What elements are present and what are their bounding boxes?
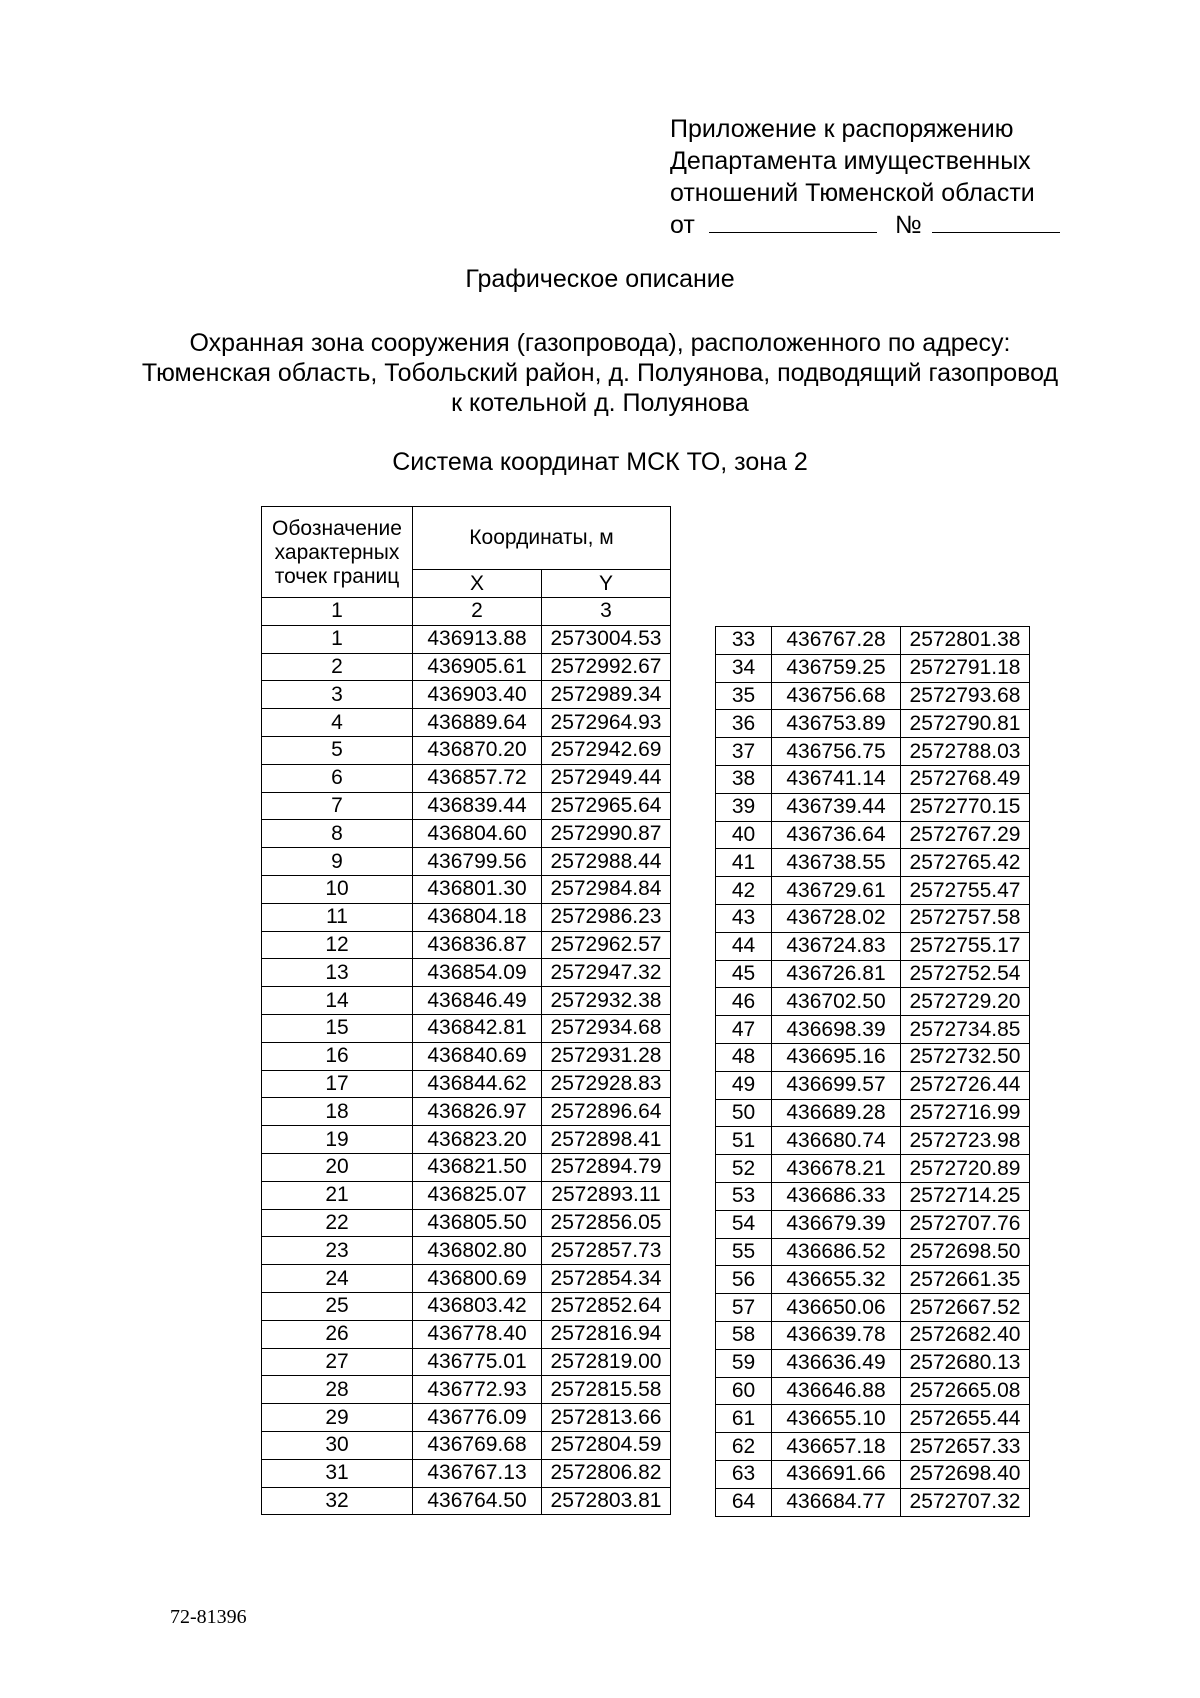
point-number: 11 [262, 903, 413, 931]
table-row [716, 1349, 1030, 1377]
y-coordinate: 2572964.93 [542, 709, 671, 737]
y-coordinate: 2572984.84 [542, 875, 671, 903]
point-number: 35 [716, 682, 772, 710]
table-row [262, 1292, 671, 1320]
point-number: 8 [262, 820, 413, 848]
table-row [262, 820, 671, 848]
x-coordinate: 436756.68 [772, 682, 901, 710]
table-row [716, 738, 1030, 766]
point-number: 38 [716, 765, 772, 793]
table-row [716, 1099, 1030, 1127]
table-row [716, 1238, 1030, 1266]
x-coordinate: 436636.49 [772, 1349, 901, 1377]
point-number: 18 [262, 1098, 413, 1126]
x-coordinate: 436805.50 [413, 1209, 542, 1237]
point-number: 22 [262, 1209, 413, 1237]
y-coordinate: 2572788.03 [901, 738, 1030, 766]
table-row [716, 682, 1030, 710]
y-coordinate: 2572657.33 [901, 1433, 1030, 1461]
y-coordinate: 2572770.15 [901, 793, 1030, 821]
x-coordinate: 436680.74 [772, 1127, 901, 1155]
point-number: 5 [262, 736, 413, 764]
table-row [262, 1348, 671, 1376]
x-coordinate: 436772.93 [413, 1376, 542, 1404]
table-row [716, 1016, 1030, 1044]
table-row [262, 987, 671, 1015]
point-number: 12 [262, 931, 413, 959]
x-coordinate: 436655.32 [772, 1266, 901, 1294]
table-row [262, 959, 671, 987]
table-row [716, 793, 1030, 821]
y-coordinate: 2572947.32 [542, 959, 671, 987]
x-coordinate: 436803.42 [413, 1292, 542, 1320]
right-table-body [716, 627, 1030, 1517]
point-number: 37 [716, 738, 772, 766]
point-number: 7 [262, 792, 413, 820]
table-row [262, 1237, 671, 1265]
y-coordinate: 2572852.64 [542, 1292, 671, 1320]
y-coordinate: 2572815.58 [542, 1376, 671, 1404]
point-number: 42 [716, 877, 772, 905]
table-row [262, 848, 671, 876]
coordinates-header: Координаты, м [413, 507, 671, 570]
table-row [262, 1181, 671, 1209]
table-row [716, 1266, 1030, 1294]
point-number: 56 [716, 1266, 772, 1294]
y-coordinate: 2572682.40 [901, 1321, 1030, 1349]
x-coordinate: 436846.49 [413, 987, 542, 1015]
y-coordinate: 2573004.53 [542, 625, 671, 653]
point-number: 48 [716, 1043, 772, 1071]
y-coordinate: 2572655.44 [901, 1405, 1030, 1433]
point-number: 44 [716, 932, 772, 960]
zone-line-1: Охранная зона сооружения (газопровода), расположенного по адресу: [189, 329, 1011, 357]
point-number: 33 [716, 627, 772, 655]
y-coordinate: 2572734.85 [901, 1016, 1030, 1044]
point-number: 26 [262, 1320, 413, 1348]
x-coordinate: 436839.44 [413, 792, 542, 820]
x-coordinate: 436753.89 [772, 710, 901, 738]
date-blank [709, 210, 877, 233]
zone-line-2: Тюменская область, Тобольский район, д. Полуянова, подводящий газопровод [141, 359, 1059, 387]
y-coordinate: 2572665.08 [901, 1377, 1030, 1405]
point-number: 53 [716, 1182, 772, 1210]
y-coordinate: 2572962.57 [542, 931, 671, 959]
x-coordinate: 436889.64 [413, 709, 542, 737]
point-number: 6 [262, 764, 413, 792]
x-coordinate: 436655.10 [772, 1405, 901, 1433]
y-coordinate: 2572856.05 [542, 1209, 671, 1237]
point-number: 29 [262, 1404, 413, 1432]
x-coordinate: 436741.14 [772, 765, 901, 793]
from-label: от [670, 211, 695, 239]
y-coordinate: 2572928.83 [542, 1070, 671, 1098]
x-coordinate: 436759.25 [772, 654, 901, 682]
y-coordinate: 2572698.50 [901, 1238, 1030, 1266]
point-number: 3 [262, 681, 413, 709]
y-coordinate: 2572990.87 [542, 820, 671, 848]
x-coordinate: 436769.68 [413, 1431, 542, 1459]
y-coordinate: 2572667.52 [901, 1294, 1030, 1322]
x-coordinate: 436699.57 [772, 1071, 901, 1099]
appendix-line-3: отношений Тюменской области [670, 179, 1035, 207]
y-coordinate: 2572804.59 [542, 1431, 671, 1459]
table-row [262, 1042, 671, 1070]
point-number: 4 [262, 709, 413, 737]
y-coordinate: 2572726.44 [901, 1071, 1030, 1099]
appendix-line-2: Департамента имущественных [670, 147, 1031, 175]
x-coordinate: 436767.13 [413, 1459, 542, 1487]
y-coordinate: 2572698.40 [901, 1460, 1030, 1488]
table-row [262, 709, 671, 737]
left-table-body [262, 625, 671, 1515]
y-coordinate: 2572898.41 [542, 1126, 671, 1154]
x-coordinate: 436825.07 [413, 1181, 542, 1209]
y-coordinate: 2572894.79 [542, 1153, 671, 1181]
point-number: 45 [716, 960, 772, 988]
table-row [716, 960, 1030, 988]
x-coordinate: 436767.28 [772, 627, 901, 655]
coordinate-system: Система координат МСК ТО, зона 2 [392, 448, 808, 476]
x-coordinate: 436736.64 [772, 821, 901, 849]
table-row [262, 1098, 671, 1126]
y-coordinate: 2572986.23 [542, 903, 671, 931]
y-coordinate: 2572949.44 [542, 764, 671, 792]
x-coordinate: 436686.33 [772, 1182, 901, 1210]
point-number: 49 [716, 1071, 772, 1099]
table-row [262, 1126, 671, 1154]
table-row [716, 821, 1030, 849]
appendix-block [670, 113, 1060, 241]
x-coordinate: 436684.77 [772, 1488, 901, 1516]
footer-code: 72-81396 [170, 1606, 247, 1628]
x-coordinate: 436854.09 [413, 959, 542, 987]
x-coordinate: 436804.60 [413, 820, 542, 848]
y-coordinate: 2572768.49 [901, 765, 1030, 793]
point-number: 24 [262, 1265, 413, 1293]
y-coordinate: 2572765.42 [901, 849, 1030, 877]
y-coordinate: 2572819.00 [542, 1348, 671, 1376]
x-coordinate: 436756.75 [772, 738, 901, 766]
point-number: 17 [262, 1070, 413, 1098]
x-coordinate: 436802.80 [413, 1237, 542, 1265]
x-coordinate: 436842.81 [413, 1014, 542, 1042]
y-coordinate: 2572757.58 [901, 904, 1030, 932]
table-row [262, 903, 671, 931]
table-row [716, 849, 1030, 877]
y-coordinate: 2572720.89 [901, 1155, 1030, 1183]
point-number: 60 [716, 1377, 772, 1405]
point-number: 58 [716, 1321, 772, 1349]
y-coordinate: 2572729.20 [901, 988, 1030, 1016]
point-number: 9 [262, 848, 413, 876]
x-coordinate: 436821.50 [413, 1153, 542, 1181]
table-row [262, 1265, 671, 1293]
y-coordinate: 2572752.54 [901, 960, 1030, 988]
number-label: № [894, 211, 922, 239]
x-coordinate: 436729.61 [772, 877, 901, 905]
table-row [716, 765, 1030, 793]
column-number-3: 3 [542, 598, 671, 626]
y-coordinate: 2572934.68 [542, 1014, 671, 1042]
y-coordinate: 2572732.50 [901, 1043, 1030, 1071]
y-coordinate: 2572707.76 [901, 1210, 1030, 1238]
x-coordinate: 436826.97 [413, 1098, 542, 1126]
x-coordinate: 436870.20 [413, 736, 542, 764]
table-row [262, 764, 671, 792]
x-coordinate: 436650.06 [772, 1294, 901, 1322]
y-coordinate: 2572813.66 [542, 1404, 671, 1432]
table-row [262, 736, 671, 764]
table-row [262, 1014, 671, 1042]
table-row [716, 1321, 1030, 1349]
x-coordinate: 436799.56 [413, 848, 542, 876]
point-number: 40 [716, 821, 772, 849]
table-row [716, 654, 1030, 682]
x-coordinate: 436686.52 [772, 1238, 901, 1266]
table-row [262, 1487, 671, 1515]
document-title: Графическое описание [465, 265, 735, 293]
point-number: 51 [716, 1127, 772, 1155]
point-number: 63 [716, 1460, 772, 1488]
table-row [262, 1209, 671, 1237]
point-number: 54 [716, 1210, 772, 1238]
y-coordinate: 2572714.25 [901, 1182, 1030, 1210]
table-row [262, 681, 671, 709]
y-coordinate: 2572791.18 [901, 654, 1030, 682]
x-coordinate: 436775.01 [413, 1348, 542, 1376]
point-number: 55 [716, 1238, 772, 1266]
x-coordinate: 436724.83 [772, 932, 901, 960]
column-number-1: 1 [262, 598, 413, 626]
x-coordinate: 436801.30 [413, 875, 542, 903]
point-number: 21 [262, 1181, 413, 1209]
table-row [716, 1155, 1030, 1183]
column-number-2: 2 [413, 598, 542, 626]
points-header [262, 507, 413, 598]
x-coordinate: 436739.44 [772, 793, 901, 821]
points-header-line-1: Обозначение [272, 517, 402, 540]
y-coordinate: 2572816.94 [542, 1320, 671, 1348]
y-coordinate: 2572767.29 [901, 821, 1030, 849]
y-coordinate: 2572793.68 [901, 682, 1030, 710]
table-row [262, 931, 671, 959]
y-coordinate: 2572661.35 [901, 1266, 1030, 1294]
y-coordinate: 2572790.81 [901, 710, 1030, 738]
y-coordinate: 2572896.64 [542, 1098, 671, 1126]
y-coordinate: 2572932.38 [542, 987, 671, 1015]
x-coordinate: 436840.69 [413, 1042, 542, 1070]
table-row [262, 792, 671, 820]
appendix-line-1: Приложение к распоряжению [670, 115, 1014, 143]
x-coordinate: 436800.69 [413, 1265, 542, 1293]
table-row [262, 1070, 671, 1098]
x-coordinate: 436764.50 [413, 1487, 542, 1515]
y-coordinate: 2572680.13 [901, 1349, 1030, 1377]
y-coordinate: 2572755.17 [901, 932, 1030, 960]
point-number: 16 [262, 1042, 413, 1070]
x-coordinate: 436903.40 [413, 681, 542, 709]
x-coordinate: 436738.55 [772, 849, 901, 877]
y-coordinate: 2572801.38 [901, 627, 1030, 655]
y-coordinate: 2572806.82 [542, 1459, 671, 1487]
point-number: 52 [716, 1155, 772, 1183]
point-number: 32 [262, 1487, 413, 1515]
table-row [716, 1294, 1030, 1322]
y-coordinate: 2572893.11 [542, 1181, 671, 1209]
table-row [716, 1182, 1030, 1210]
y-coordinate: 2572857.73 [542, 1237, 671, 1265]
x-coordinate: 436836.87 [413, 931, 542, 959]
coordinates-table-left [261, 506, 671, 1515]
table-row [716, 1210, 1030, 1238]
x-coordinate: 436689.28 [772, 1099, 901, 1127]
point-number: 41 [716, 849, 772, 877]
table-row [716, 1405, 1030, 1433]
point-number: 57 [716, 1294, 772, 1322]
table-row [262, 1404, 671, 1432]
point-number: 28 [262, 1376, 413, 1404]
x-coordinate: 436657.18 [772, 1433, 901, 1461]
table-row [262, 1459, 671, 1487]
coordinates-table-right [715, 626, 1030, 1517]
x-coordinate: 436695.16 [772, 1043, 901, 1071]
y-coordinate: 2572723.98 [901, 1127, 1030, 1155]
table-row [716, 988, 1030, 1016]
y-header: Y [542, 570, 671, 598]
x-coordinate: 436702.50 [772, 988, 901, 1016]
table-row [716, 1071, 1030, 1099]
point-number: 13 [262, 959, 413, 987]
table-row [262, 653, 671, 681]
number-blank [932, 210, 1060, 233]
point-number: 62 [716, 1433, 772, 1461]
y-coordinate: 2572988.44 [542, 848, 671, 876]
x-coordinate: 436905.61 [413, 653, 542, 681]
table-row [262, 1153, 671, 1181]
point-number: 34 [716, 654, 772, 682]
point-number: 36 [716, 710, 772, 738]
point-number: 23 [262, 1237, 413, 1265]
table-row [716, 1433, 1030, 1461]
table-row [716, 904, 1030, 932]
point-number: 19 [262, 1126, 413, 1154]
x-coordinate: 436776.09 [413, 1404, 542, 1432]
point-number: 14 [262, 987, 413, 1015]
y-coordinate: 2572716.99 [901, 1099, 1030, 1127]
point-number: 61 [716, 1405, 772, 1433]
table-row [262, 875, 671, 903]
table-row [716, 877, 1030, 905]
point-number: 10 [262, 875, 413, 903]
zone-description [0, 328, 1200, 418]
x-coordinate: 436678.21 [772, 1155, 901, 1183]
table-row [716, 627, 1030, 655]
y-coordinate: 2572803.81 [542, 1487, 671, 1515]
point-number: 2 [262, 653, 413, 681]
zone-line-3: к котельной д. Полуянова [451, 389, 749, 417]
table-row [716, 1127, 1030, 1155]
table-row [262, 625, 671, 653]
x-coordinate: 436646.88 [772, 1377, 901, 1405]
y-coordinate: 2572707.32 [901, 1488, 1030, 1516]
point-number: 43 [716, 904, 772, 932]
point-number: 31 [262, 1459, 413, 1487]
points-header-line-3: точек границ [274, 565, 400, 588]
point-number: 46 [716, 988, 772, 1016]
table-row [716, 1043, 1030, 1071]
x-coordinate: 436726.81 [772, 960, 901, 988]
point-number: 27 [262, 1348, 413, 1376]
table-row [716, 1377, 1030, 1405]
point-number: 59 [716, 1349, 772, 1377]
table-row [262, 1431, 671, 1459]
table-row [716, 1460, 1030, 1488]
point-number: 1 [262, 625, 413, 653]
x-coordinate: 436778.40 [413, 1320, 542, 1348]
x-coordinate: 436691.66 [772, 1460, 901, 1488]
y-coordinate: 2572992.67 [542, 653, 671, 681]
x-coordinate: 436728.02 [772, 904, 901, 932]
point-number: 47 [716, 1016, 772, 1044]
point-number: 25 [262, 1292, 413, 1320]
y-coordinate: 2572931.28 [542, 1042, 671, 1070]
x-coordinate: 436698.39 [772, 1016, 901, 1044]
x-coordinate: 436913.88 [413, 625, 542, 653]
x-coordinate: 436804.18 [413, 903, 542, 931]
table-row [716, 1488, 1030, 1516]
points-header-line-2: характерных [274, 541, 400, 564]
point-number: 30 [262, 1431, 413, 1459]
y-coordinate: 2572942.69 [542, 736, 671, 764]
table-row [716, 710, 1030, 738]
x-coordinate: 436679.39 [772, 1210, 901, 1238]
table-row [262, 1376, 671, 1404]
y-coordinate: 2572854.34 [542, 1265, 671, 1293]
table-row [262, 1320, 671, 1348]
table-row [716, 932, 1030, 960]
appendix-date-number-line [670, 209, 1060, 241]
point-number: 50 [716, 1099, 772, 1127]
point-number: 39 [716, 793, 772, 821]
x-header: X [413, 570, 542, 598]
y-coordinate: 2572755.47 [901, 877, 1030, 905]
y-coordinate: 2572965.64 [542, 792, 671, 820]
x-coordinate: 436857.72 [413, 764, 542, 792]
x-coordinate: 436844.62 [413, 1070, 542, 1098]
x-coordinate: 436639.78 [772, 1321, 901, 1349]
point-number: 20 [262, 1153, 413, 1181]
point-number: 64 [716, 1488, 772, 1516]
point-number: 15 [262, 1014, 413, 1042]
x-coordinate: 436823.20 [413, 1126, 542, 1154]
y-coordinate: 2572989.34 [542, 681, 671, 709]
